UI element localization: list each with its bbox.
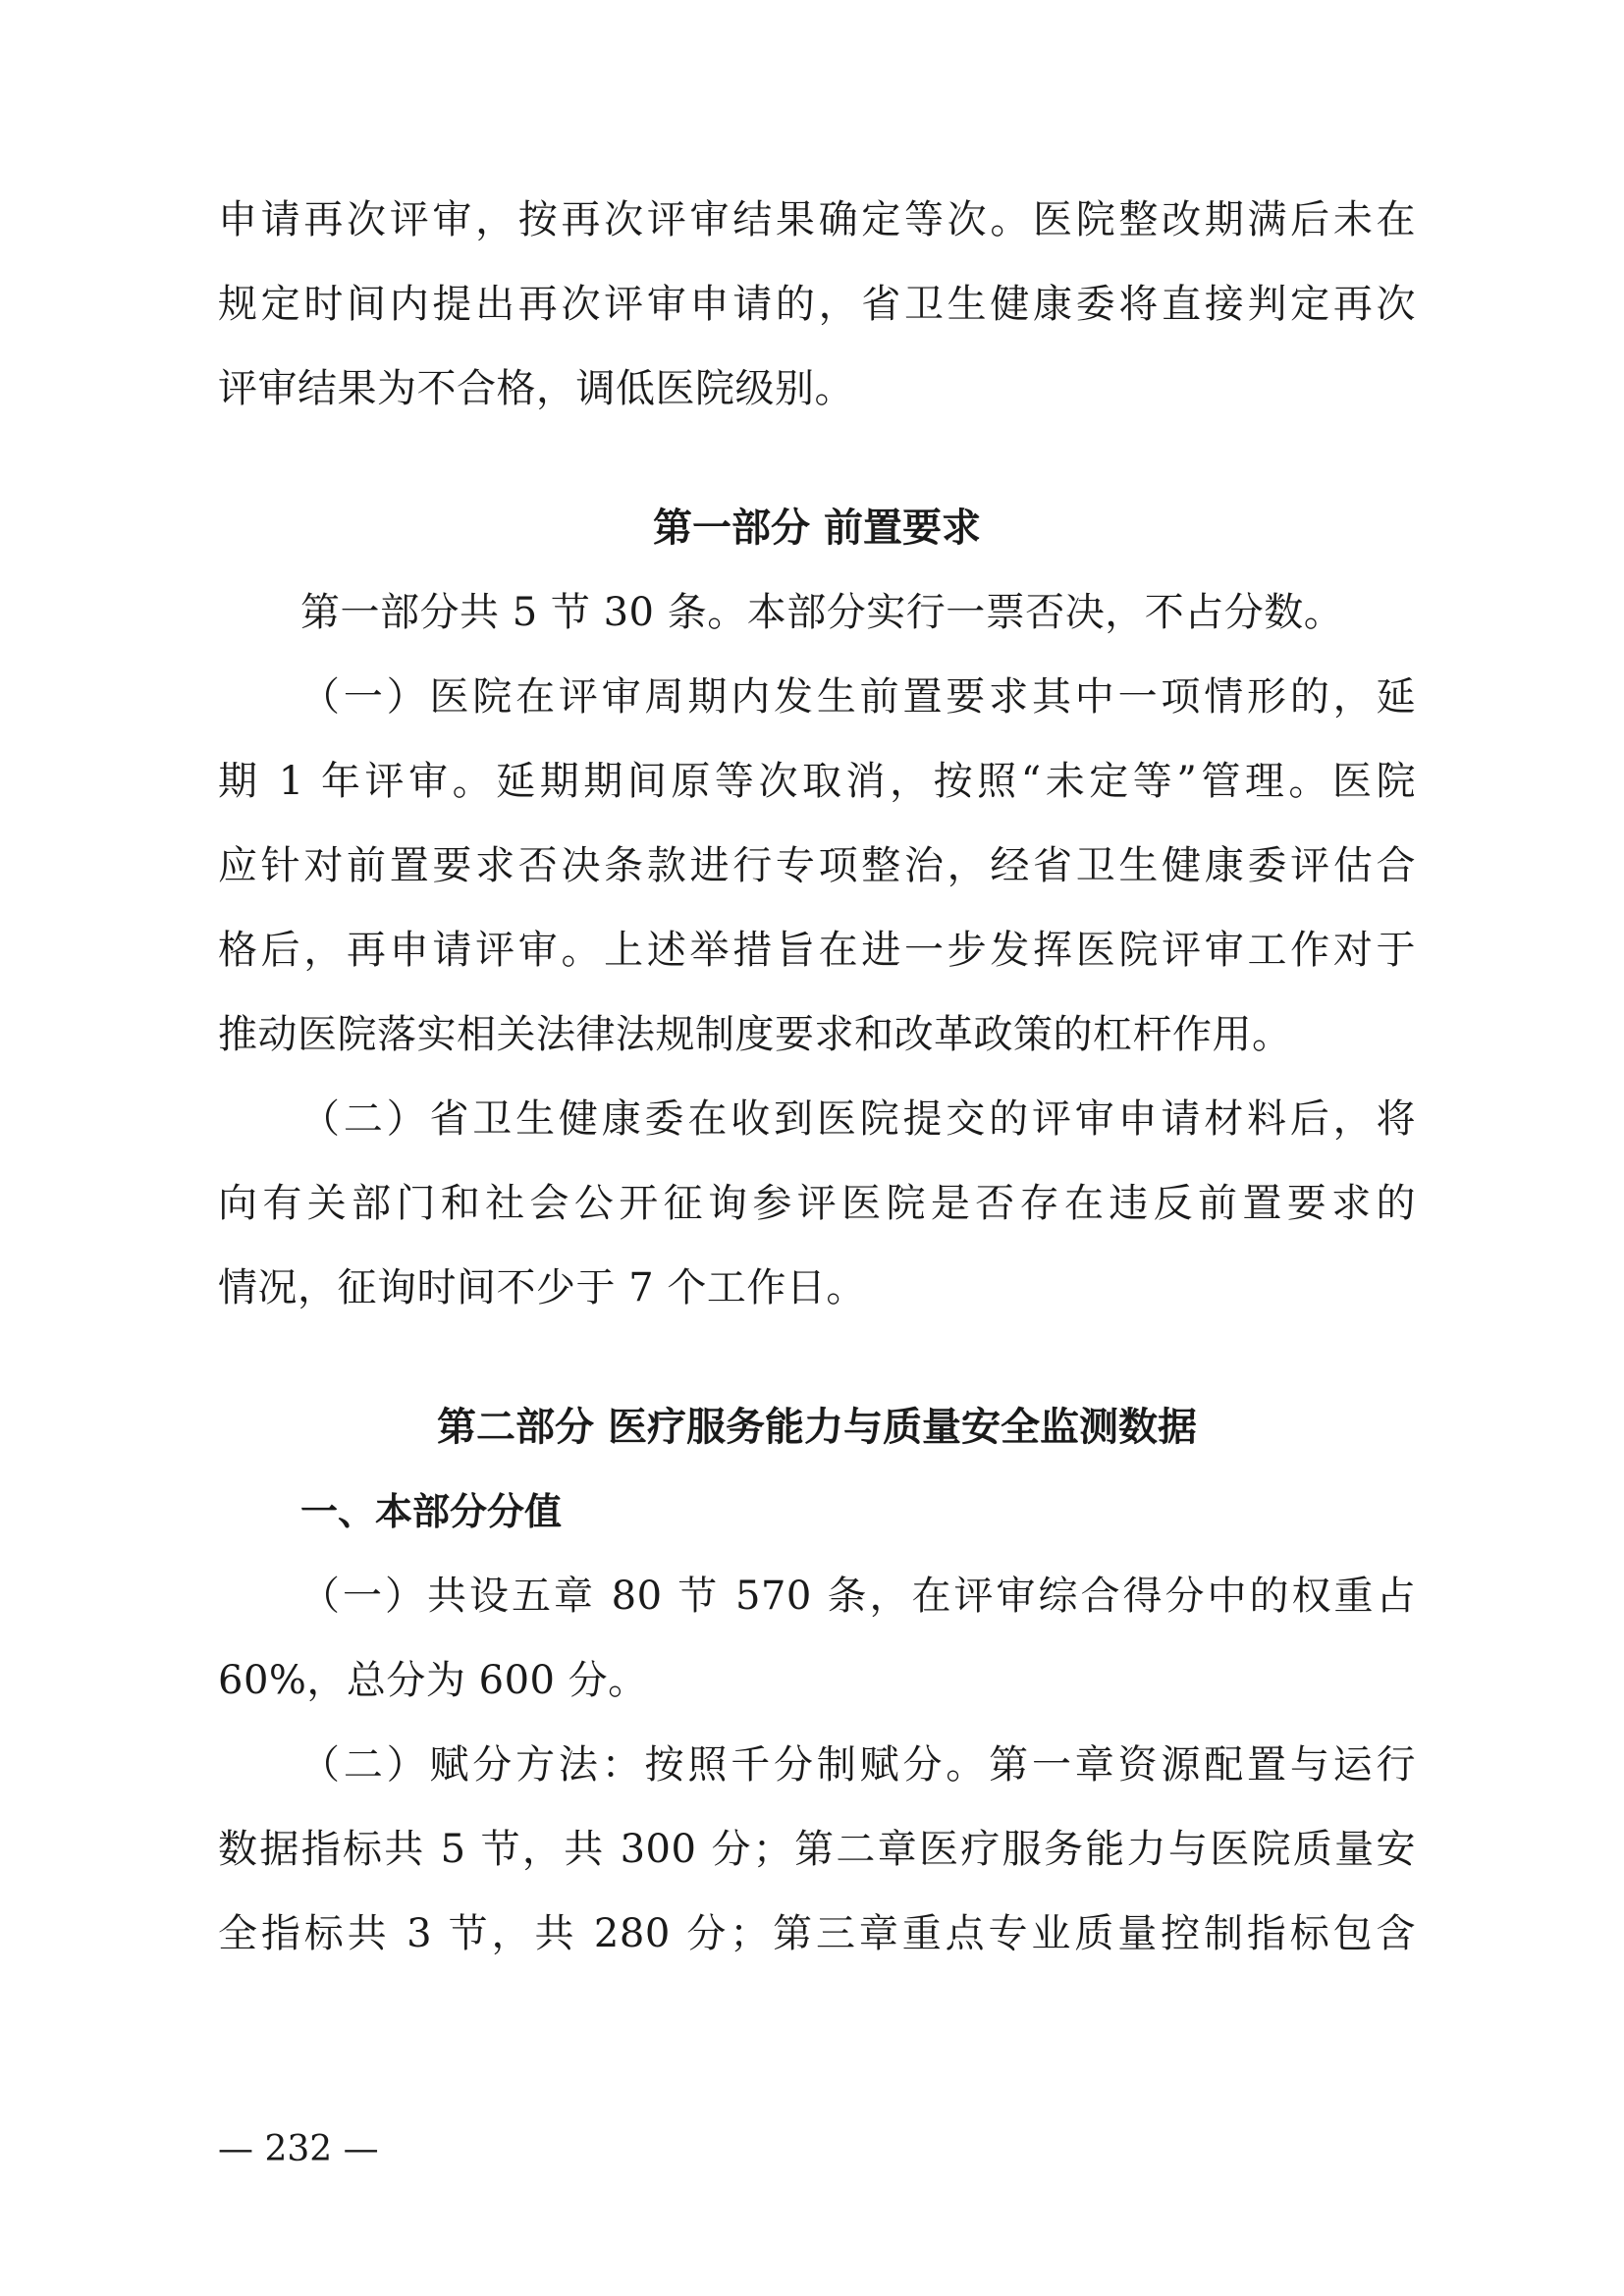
part2-item2-line-1: （二）赋分方法：按照千分制赋分。第一章资源配置与运行 xyxy=(300,1742,1416,1788)
part1-item1-line-2: 期 1 年评审。延期期间原等次取消，按照“未定等”管理。医院 xyxy=(218,759,1416,804)
continuation-line-3: 评审结果为不合格，调低医院级别。 xyxy=(218,366,854,411)
part2-subheading: 一、本部分分值 xyxy=(300,1490,563,1533)
page-number: — 232 — xyxy=(218,2129,379,2169)
part1-item1-line-3: 应针对前置要求否决条款进行专项整治，经省卫生健康委评估合 xyxy=(218,843,1416,888)
part1-item1-line-1: （一）医院在评审周期内发生前置要求其中一项情形的，延 xyxy=(300,674,1416,720)
part2-item2-line-2: 数据指标共 5 节，共 300 分；第二章医疗服务能力与医院质量安 xyxy=(218,1827,1416,1872)
continuation-line-2: 规定时间内提出再次评审申请的，省卫生健康委将直接判定再次 xyxy=(218,282,1416,327)
part2-item2-line-3: 全指标共 3 节，共 280 分；第三章重点专业质量控制指标包含 xyxy=(218,1911,1416,1956)
part1-item1-line-4: 格后，再申请评审。上述举措旨在进一步发挥医院评审工作对于 xyxy=(218,928,1416,973)
part1-heading: 第一部分 前置要求 xyxy=(653,506,981,551)
part1-item2-line-3: 情况，征询时间不少于 7 个工作日。 xyxy=(218,1265,866,1310)
part1-intro: 第一部分共 5 节 30 条。本部分实行一票否决，不占分数。 xyxy=(300,590,1344,635)
part1-item2-line-2: 向有关部门和社会公开征询参评医院是否存在违反前置要求的 xyxy=(218,1181,1416,1226)
part1-item2-line-1: （二）省卫生健康委在收到医院提交的评审申请材料后，将 xyxy=(300,1096,1416,1142)
part2-item1-line-1: （一）共设五章 80 节 570 条，在评审综合得分中的权重占 xyxy=(300,1574,1416,1619)
part1-item1-line-5: 推动医院落实相关法律法规制度要求和改革政策的杠杆作用。 xyxy=(218,1012,1292,1057)
continuation-line-1: 申请再次评审，按再次评审结果确定等次。医院整改期满后未在 xyxy=(218,197,1416,242)
part2-item1-line-2: 60%，总分为 600 分。 xyxy=(218,1658,648,1703)
part2-heading: 第二部分 医疗服务能力与质量安全监测数据 xyxy=(437,1405,1197,1450)
